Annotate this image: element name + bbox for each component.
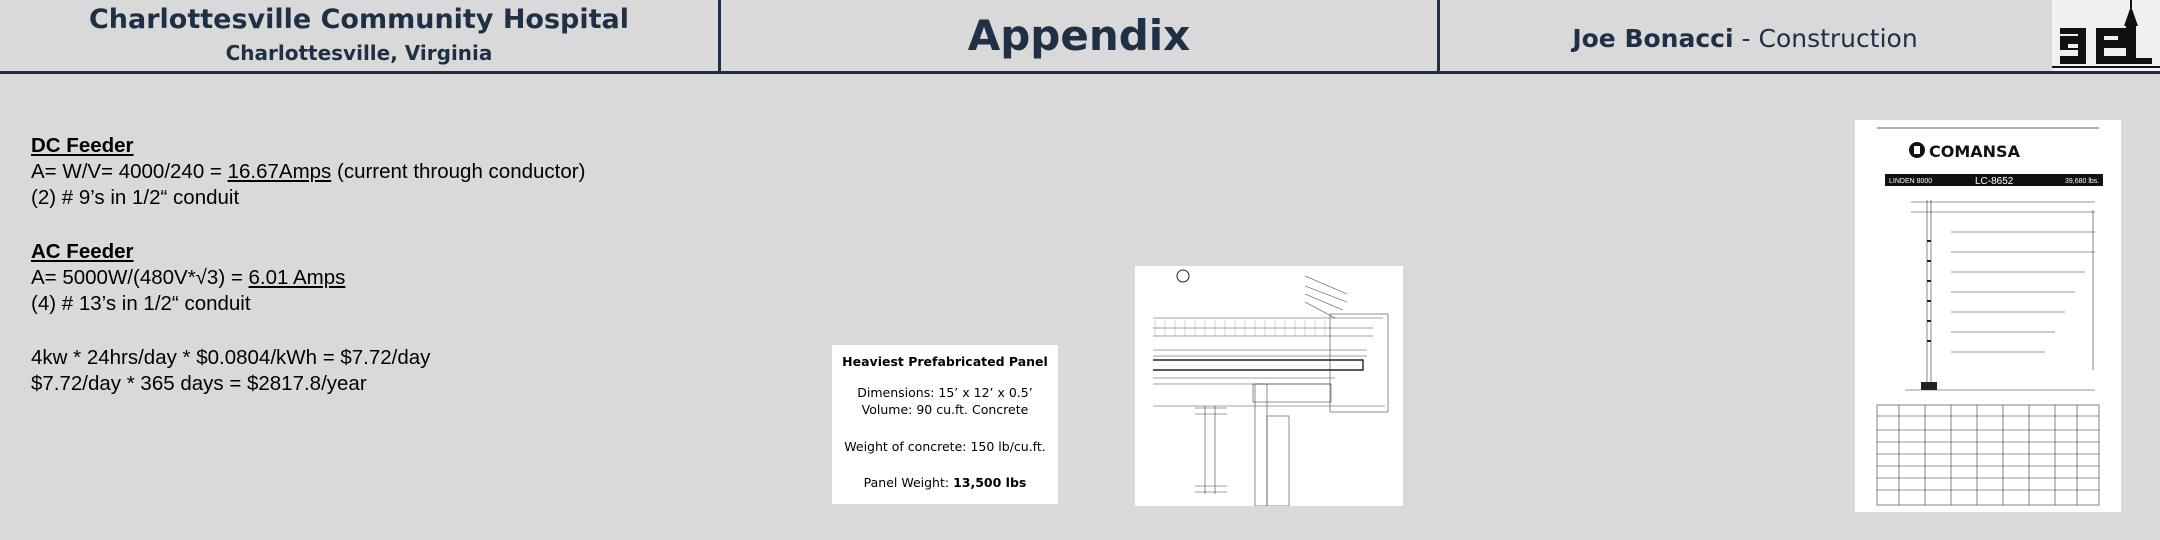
dc-feeder-formula bbox=[31, 159, 585, 185]
crane-model-right: 39,680 lbs. bbox=[2065, 178, 2100, 185]
crane-model-center: LC-8652 bbox=[1975, 176, 2014, 187]
daily-cost: 4kw * 24hrs/day * $0.0804/kWh = $7.72/day bbox=[31, 346, 431, 369]
dc-feeder-heading: DC Feeder bbox=[31, 134, 134, 157]
panel-concrete-weight: Weight of concrete: 150 lb/cu.ft. bbox=[844, 439, 1046, 454]
panel-volume: Volume: 90 cu.ft. Concrete bbox=[861, 402, 1029, 417]
hospital-name: Charlottesville Community Hospital bbox=[88, 4, 630, 35]
dc-formula-prefix: A= W/V= 4000/240 = bbox=[31, 160, 228, 183]
dc-feeder-conductors: (2) # 9’s in 1/2“ conduit bbox=[31, 186, 240, 209]
page-header bbox=[0, 0, 2160, 72]
panel-dimensions: Dimensions: 15’ x 12’ x 0.5’ bbox=[857, 385, 1033, 400]
ac-amps-value: 6.01 Amps bbox=[248, 266, 346, 289]
crane-brand: COMANSA bbox=[1929, 142, 2020, 161]
dc-formula-suffix: (current through conductor) bbox=[331, 160, 586, 183]
header-rule bbox=[0, 71, 2160, 74]
hospital-location: Charlottesville, Virginia bbox=[225, 41, 493, 65]
ac-feeder-heading: AC Feeder bbox=[31, 240, 134, 263]
author-separator: - bbox=[1733, 24, 1759, 53]
crane-model-left: LINDEN 8000 bbox=[1889, 178, 1933, 185]
panel-weight-value: 13,500 lbs bbox=[953, 475, 1027, 490]
hospital-title-block bbox=[0, 0, 718, 72]
panel-card-title: Heaviest Prefabricated Panel bbox=[842, 354, 1048, 369]
ac-feeder-conductors: (4) # 13’s in 1/2“ conduit bbox=[31, 292, 251, 315]
author-block bbox=[1440, 0, 2050, 72]
panel-weight bbox=[832, 475, 1058, 490]
yearly-cost: $7.72/day * 365 days = $2817.8/year bbox=[31, 372, 367, 395]
author-option: Construction bbox=[1758, 24, 1918, 53]
author-name: Joe Bonacci bbox=[1572, 24, 1734, 53]
section-title: Appendix bbox=[967, 11, 1191, 60]
panel-weight-label: Panel Weight: bbox=[863, 475, 954, 490]
heaviest-panel-card bbox=[832, 345, 1058, 504]
wall-section-drawing bbox=[1135, 266, 1403, 506]
ac-formula-prefix: A= 5000W/(480V*√3) = bbox=[31, 266, 249, 289]
dc-amps-value: 16.67Amps bbox=[227, 160, 332, 183]
ae-logo-icon bbox=[2052, 0, 2160, 72]
crane-load-chart bbox=[1855, 120, 2121, 512]
ac-feeder-formula bbox=[31, 265, 345, 291]
